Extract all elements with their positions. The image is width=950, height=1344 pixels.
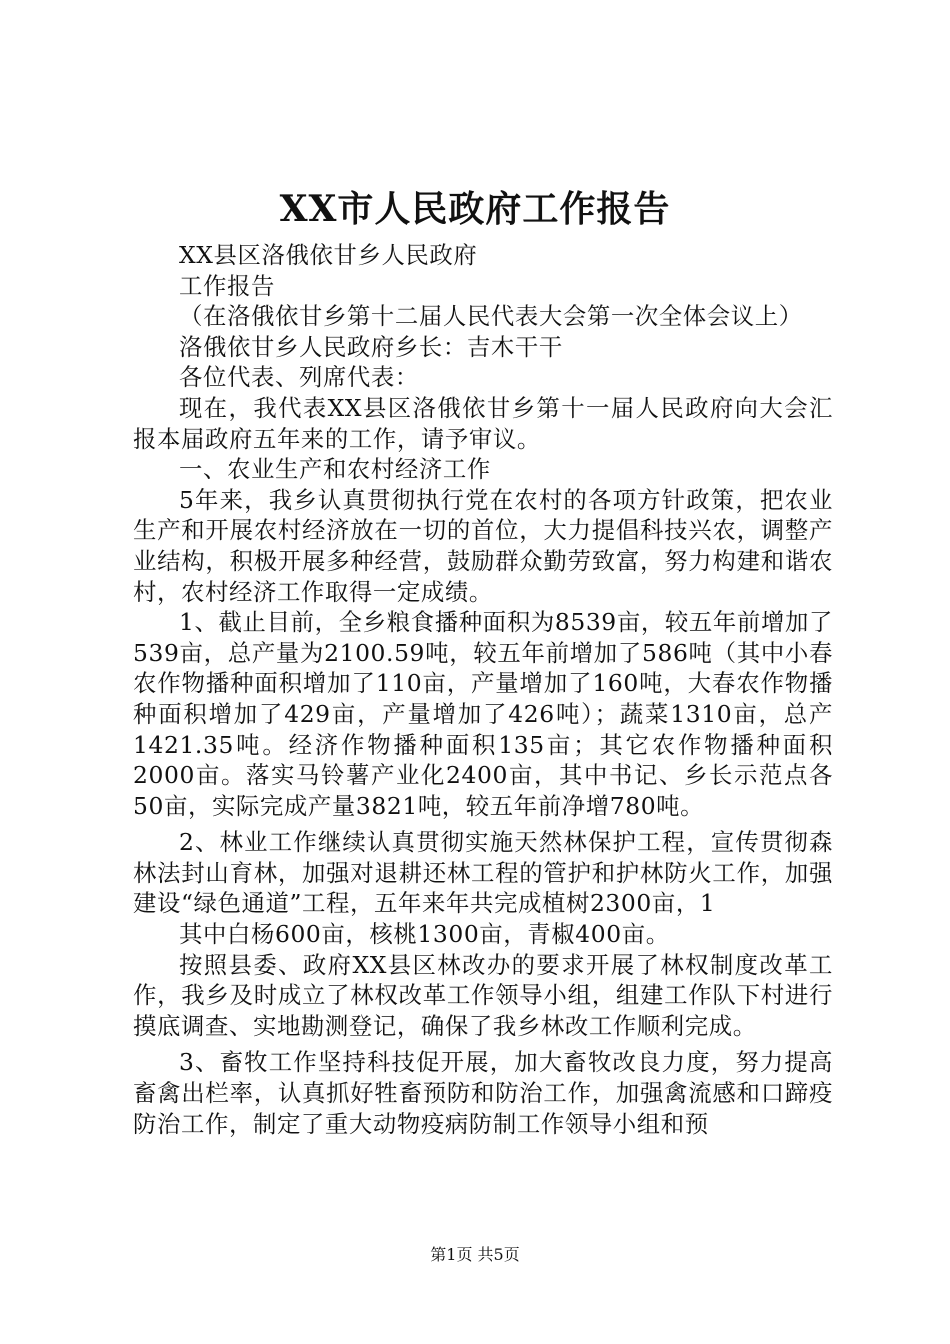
page-number: 第1页 共5页	[430, 1245, 520, 1264]
document-body	[133, 240, 833, 1139]
paragraph-grain-output: 1、截止目前，全乡粮食播种面积为8539亩，较五年前增加了539亩，总产量为2100.59吨，较五年前增加了586吨（其中小春农作物播种面积增加了110亩，产量增加了160吨，大春农作物播种面积增加了429亩，产量增加了426吨）；蔬菜1310亩，总产1421.35吨。经济作物播种面积135亩；其它农作物播种面积2000亩。落实马铃薯产业化2400亩，其中书记、乡长示范点各50亩，实际完成产量3821吨，较五年前净增780吨。	[133, 608, 833, 820]
section-heading-agriculture: 一、农业生产和农村经济工作	[179, 455, 491, 484]
paragraph-livestock: 3、畜牧工作坚持科技促开展，加大畜牧改良力度，努力提高畜禽出栏率，认真抓好牲畜预防和防治工作，加强禽流感和口蹄疫防治工作，制定了重大动物疫病防制工作领导小组和预	[133, 1048, 833, 1138]
paragraph-forest-reform: 按照县委、政府XX县区林改办的要求开展了林权制度改革工作，我乡及时成立了林权改革工作领导小组，组建工作队下村进行摸底调查、实地勘测登记，确保了我乡林改工作顺利完成。	[133, 950, 833, 1040]
paragraph-forestry-detail: 其中白杨600亩，核桃1300亩，青椒400亩。	[179, 920, 670, 949]
paragraph-occasion: （在洛俄依甘乡第十二届人民代表大会第一次全体会议上）	[179, 302, 803, 331]
paragraph-report-label: 工作报告	[179, 271, 275, 300]
paragraph-forestry: 2、林业工作继续认真贯彻实施天然林保护工程，宣传贯彻森林法封山育林，加强对退耕还林工程的管护和护林防火工作，加强建设“绿色通道”工程，五年来年共完成植树2300亩，1	[133, 828, 833, 918]
paragraph-salutation: 各位代表、列席代表：	[179, 363, 419, 392]
paragraph-intro: 现在，我代表XX县区洛俄依甘乡第十一届人民政府向大会汇报本届政府五年来的工作，请予审议。	[133, 393, 833, 453]
paragraph-issuer: XX县区洛俄依甘乡人民政府	[179, 241, 478, 269]
paragraph-speaker: 洛俄依甘乡人民政府乡长：吉木干干	[179, 332, 563, 361]
document-title: XX市人民政府工作报告	[279, 188, 671, 230]
paragraph-agriculture-summary: 5年来，我乡认真贯彻执行党在农村的各项方针政策，把农业生产和开展农村经济放在一切的首位，大力提倡科技兴农，调整产业结构，积极开展多种经营，鼓励群众勤劳致富，努力构建和谐农村，农村经济工作取得一定成绩。	[133, 485, 833, 606]
